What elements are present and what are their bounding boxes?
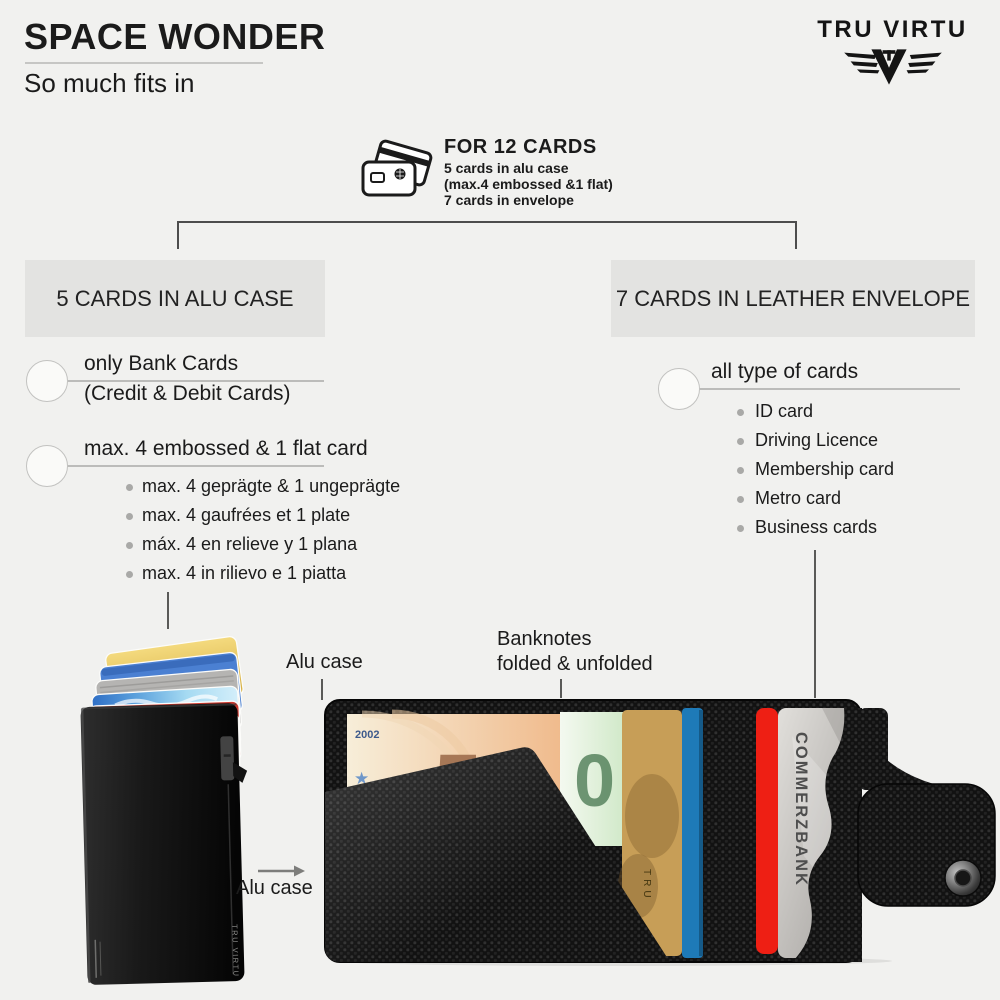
green-note-digit-text: 0 (574, 739, 616, 822)
envelope-item-title: all type of cards (711, 360, 859, 383)
alu-case-product-image (78, 626, 250, 993)
capacity-line-3: 7 cards in envelope (444, 192, 574, 208)
card-type-row: Metro card (755, 488, 842, 508)
capacity-heading: FOR 12 CARDS (444, 136, 597, 158)
alu-item1-title: only Bank Cards (84, 352, 239, 375)
bullet-dot-icon (737, 409, 744, 416)
bank-card-name-text: COMMERZBANK (792, 732, 810, 887)
item-underline (679, 388, 960, 390)
case-brand-text: TRU VIRTU (230, 924, 241, 978)
alu-item1-subtitle: (Credit & Debit Cards) (84, 382, 291, 405)
circle-bullet-icon (658, 368, 700, 410)
circle-bullet-icon (26, 445, 68, 487)
title-underline (25, 62, 263, 64)
banknotes-label-line1: Banknotes (497, 628, 592, 650)
bracket-connector-line (177, 221, 797, 249)
page-title: SPACE WONDER (24, 16, 326, 57)
brand-wings-logo-icon (795, 45, 990, 94)
alu-item2-title: max. 4 embossed & 1 flat card (84, 437, 368, 460)
gold-card-text: TRU (641, 869, 652, 902)
bullet-dot-icon (737, 438, 744, 445)
banknote-year-text: 2002 (355, 729, 380, 741)
card-type-row: Driving Licence (755, 430, 879, 450)
alu-case-body (80, 703, 250, 985)
card-type-row: ID card (755, 401, 814, 421)
circle-bullet-icon (26, 360, 68, 402)
connector-line-to-envelope (814, 550, 816, 698)
bullet-dot-icon (737, 496, 744, 503)
leather-envelope-product-image (322, 696, 998, 973)
brand-name: TRU VIRTU (817, 16, 968, 43)
page-subtitle: So much fits in (24, 68, 195, 98)
closure-tab (858, 708, 995, 906)
bullet-dot-icon (126, 571, 133, 578)
credit-cards-icon (360, 139, 438, 208)
alu-case-section-box: 5 CARDS IN ALU CASE (25, 260, 325, 337)
banknote-star-icon: ★ (354, 769, 370, 788)
card-type-row: Membership card (755, 459, 895, 479)
translation-row: max. 4 in rilievo e 1 piatta (142, 563, 347, 583)
red-card (756, 708, 778, 954)
capacity-details (444, 160, 613, 208)
card-type-row: Business cards (755, 517, 878, 537)
bullet-dot-icon (737, 467, 744, 474)
connector-line-to-alu-case (167, 592, 169, 629)
alu-case-bottom-label: Alu case (236, 877, 313, 899)
item-underline (47, 465, 324, 467)
translation-row: máx. 4 en relieve y 1 plana (142, 534, 358, 554)
banknotes-label-line2: folded & unfolded (497, 653, 653, 675)
bullet-dot-icon (126, 484, 133, 491)
capacity-line-1: 5 cards in alu case (444, 160, 569, 176)
translation-row: max. 4 gaufrées et 1 plate (142, 505, 351, 525)
capacity-line-2: (max.4 embossed &1 flat) (444, 176, 613, 192)
brand-block (795, 16, 990, 94)
bullet-dot-icon (126, 542, 133, 549)
envelope-section-box: 7 CARDS IN LEATHER ENVELOPE (611, 260, 975, 337)
alu-case-top-label: Alu case (286, 651, 363, 673)
bullet-dot-icon (737, 525, 744, 532)
translation-row: max. 4 geprägte & 1 ungeprägte (142, 476, 401, 496)
bullet-dot-icon (126, 513, 133, 520)
